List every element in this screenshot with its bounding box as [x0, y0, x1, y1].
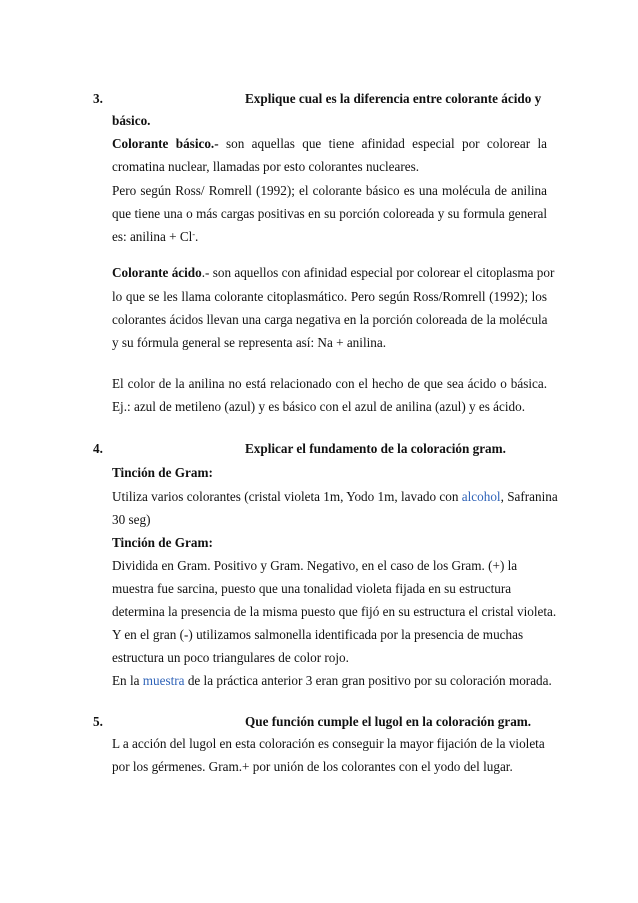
- gram-heading-1: Tinción de Gram:: [112, 465, 213, 480]
- basic-line-4: que tiene una o más cargas positivas en su porción coloreada y su formula general: [112, 206, 547, 221]
- alcohol-link[interactable]: alcohol: [461, 489, 501, 504]
- acid-line-4: y su fórmula general se representa así: Na + anilina.: [112, 335, 387, 350]
- gram-heading-2: Tinción de Gram:: [112, 535, 213, 550]
- uses-line-1: [112, 490, 558, 503]
- acid-line-2: lo que se les llama colorante citoplasmático. Pero según Ross/Romrell (1992); los: [112, 289, 547, 304]
- acid-term: Colorante ácido: [112, 265, 202, 280]
- section-3-number: 3.: [93, 91, 103, 106]
- basic-line-5: [112, 230, 198, 243]
- uses-text: Utiliza varios colorantes (cristal violeta 1m, Yodo 1m, lavado con: [112, 489, 462, 504]
- sample-text: En la: [112, 673, 143, 688]
- section-3-question: Explique cual es la diferencia entre colorante ácido y: [245, 91, 542, 106]
- formula-period: .: [195, 229, 199, 244]
- section-5-question: Que función cumple el lugol en la coloración gram.: [245, 714, 532, 729]
- acid-line-1-text: .- son aquellos con afinidad especial por colorear el citoplasma por: [201, 265, 555, 280]
- basic-term: Colorante básico.-: [112, 136, 219, 151]
- basic-line-3: Pero según Ross/ Romrell (1992); el colorante básico es una molécula de anilina: [112, 183, 547, 198]
- basic-line-1: [112, 137, 547, 150]
- division-line-2: muestra fue sarcina, puesto que una tonalidad violeta fijada en su estructura: [112, 581, 512, 596]
- uses-text-end: , Safranina: [500, 489, 558, 504]
- formula-superscript: -: [192, 230, 195, 239]
- division-line-6: [112, 674, 552, 687]
- section-4-number: 4.: [93, 441, 103, 456]
- division-line-1: Dividida en Gram. Positivo y Gram. Negativo, en el caso de los Gram. (+) la: [112, 558, 518, 573]
- muestra-link[interactable]: muestra: [142, 673, 185, 688]
- section-5-number: 5.: [93, 714, 103, 729]
- color-line-1: El color de la anilina no está relacionado con el hecho de que sea ácido o básica.: [112, 376, 547, 391]
- acid-line-1: [112, 265, 555, 280]
- color-line-2: Ej.: azul de metileno (azul) y es básico con el azul de anilina (azul) y es ácido.: [112, 399, 526, 414]
- lugol-line-1: L a acción del lugol en esta coloración es conseguir la mayor fijación de la violeta: [112, 736, 545, 751]
- division-line-5: estructura un poco triangulares de color rojo.: [112, 650, 349, 665]
- uses-line-2: 30 seg): [112, 512, 151, 527]
- acid-line-3: colorantes ácidos llevan una carga negativa en la porción coloreada de la molécula: [112, 312, 548, 327]
- lugol-line-2: por los gérmenes. Gram.+ por unión de los colorantes con el yodo del lugar.: [112, 759, 513, 774]
- section-3-question-cont: básico.: [112, 113, 151, 128]
- sample-text-end: de la práctica anterior 3 eran gran positivo por su coloración morada.: [184, 673, 552, 688]
- section-4-question: Explicar el fundamento de la coloración gram.: [245, 441, 506, 456]
- division-line-4: Y en el gran (-) utilizamos salmonella identificada por la presencia de muchas: [112, 627, 524, 642]
- division-line-3: determina la presencia de la misma puesto que fijó en su estructura el cristal violeta.: [112, 604, 557, 619]
- basic-line-1-text: son aquellas que tiene afinidad especial por colorear la: [218, 136, 547, 151]
- formula-text: es: anilina + Cl: [112, 229, 193, 244]
- basic-line-2: cromatina nuclear, llamadas por esto colorantes nucleares.: [112, 159, 420, 174]
